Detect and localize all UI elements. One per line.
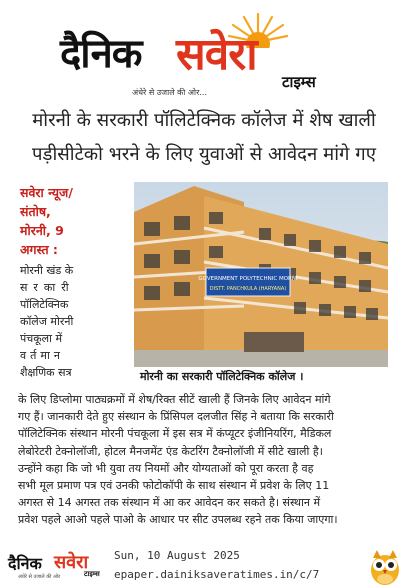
footer-tagline: अंधेरे से उजाले की ओर [18,574,61,580]
body-line: अगस्त से 14 अगस्त तक संस्थान में आ कर आवेदन कर सकते है। संस्थान में [18,496,321,510]
body-line: प्रवेश पहले आओ पहले पाओ के आधार पर सीट उपलब्ध रहने तक किया जाएगा। [18,513,338,527]
epaper-footer [0,546,406,588]
brand-dainik: दैनिक [60,31,142,77]
newspaper-logo[interactable] [60,6,360,97]
body-line: लेबोरेटरी टेक्नोलॉजी, होटल मैनजमेंट एंड केटरिंग टैक्नोलॉजी में सीटे खाली है। [18,444,323,458]
intro-line: शैक्षणिक सत्र [20,366,72,379]
edition-date: Sun, 10 August 2025 [114,549,240,562]
sign-line-2: DISTT. PANCHKULA (HARYANA) [209,286,287,292]
headline-line: पड़ीसीटेको भरने के लिए युवाओं से आवेदन मांगे गए [32,144,376,165]
article-intro-column [20,262,128,381]
building-illustration [134,182,388,386]
byline-line: मोरनी, 9 [20,223,64,238]
article-body [18,391,388,529]
intro-line: कॉलेज मोरनी [20,315,74,328]
intro-line: पंचकूला में [20,332,63,345]
footer-brand-savera: सवेरा [54,552,89,573]
footer-brand-times: टाइम्स [84,570,100,578]
byline-line: संतोष, [20,204,51,219]
byline-line: सवेरा न्यूज/ [20,185,73,200]
intro-line: वर्तमान [20,349,64,362]
footer-logo[interactable] [8,550,108,584]
owl-mascot-icon [368,548,402,586]
college-building-photo [134,182,388,386]
article-headline [10,104,398,176]
photo-caption: मोरनी का सरकारी पॉलिटेक्निक कॉलेज । [134,367,388,386]
brand-savera: सवेरा [176,29,257,80]
body-line: उन्होंने कहा कि जो भी युवा तय नियमों और योग्यताओं को पूरा करता है वह [18,461,314,475]
epaper-link[interactable]: epaper.dainiksaveratimes.in/c/7 [114,568,320,581]
sign-line-1: GOVERNMENT POLYTECHNIC MORNI [198,276,298,282]
footer-brand-dainik: दैनिक [8,554,42,573]
body-line: पॉलिटेक्निक संस्थान मोरनी पंचकूला में इस सत्र में कंप्यूटर इंजीनियरिंग, मैडिकल [18,427,332,441]
brand-tagline: अंधेरे से उजाले की ओर... [132,88,208,97]
intro-line: पॉलिटेक्निक [20,298,69,311]
byline-line: अगस्त : [20,242,58,257]
brand-times: टाइम्स [282,73,316,91]
masthead [0,0,406,100]
headline-line: मोरनी के सरकारी पॉलिटेक्निक कॉलेज में शेष खाली [32,110,376,131]
body-line: गए हैं। जानकारी देते हुए संस्थान के प्रिंसिपल दलजीत सिंह ने बताया कि सरकारी [18,410,334,424]
article-byline [20,183,128,259]
intro-line: सरकारी [20,281,75,294]
intro-line: मोरनी खंड के [20,264,74,277]
body-line: सभी मूल प्रमाण पत्र एवं उनकी फोटोकॉपी के साथ संस्थान में प्रवेश के लिए 11 [18,479,330,493]
body-line: के लिए डिप्लोमा पाठ्यक्रमों में शेष/रिक्त सीटें खाली हैं जिनके लिए आवेदन मांगे [18,393,331,406]
